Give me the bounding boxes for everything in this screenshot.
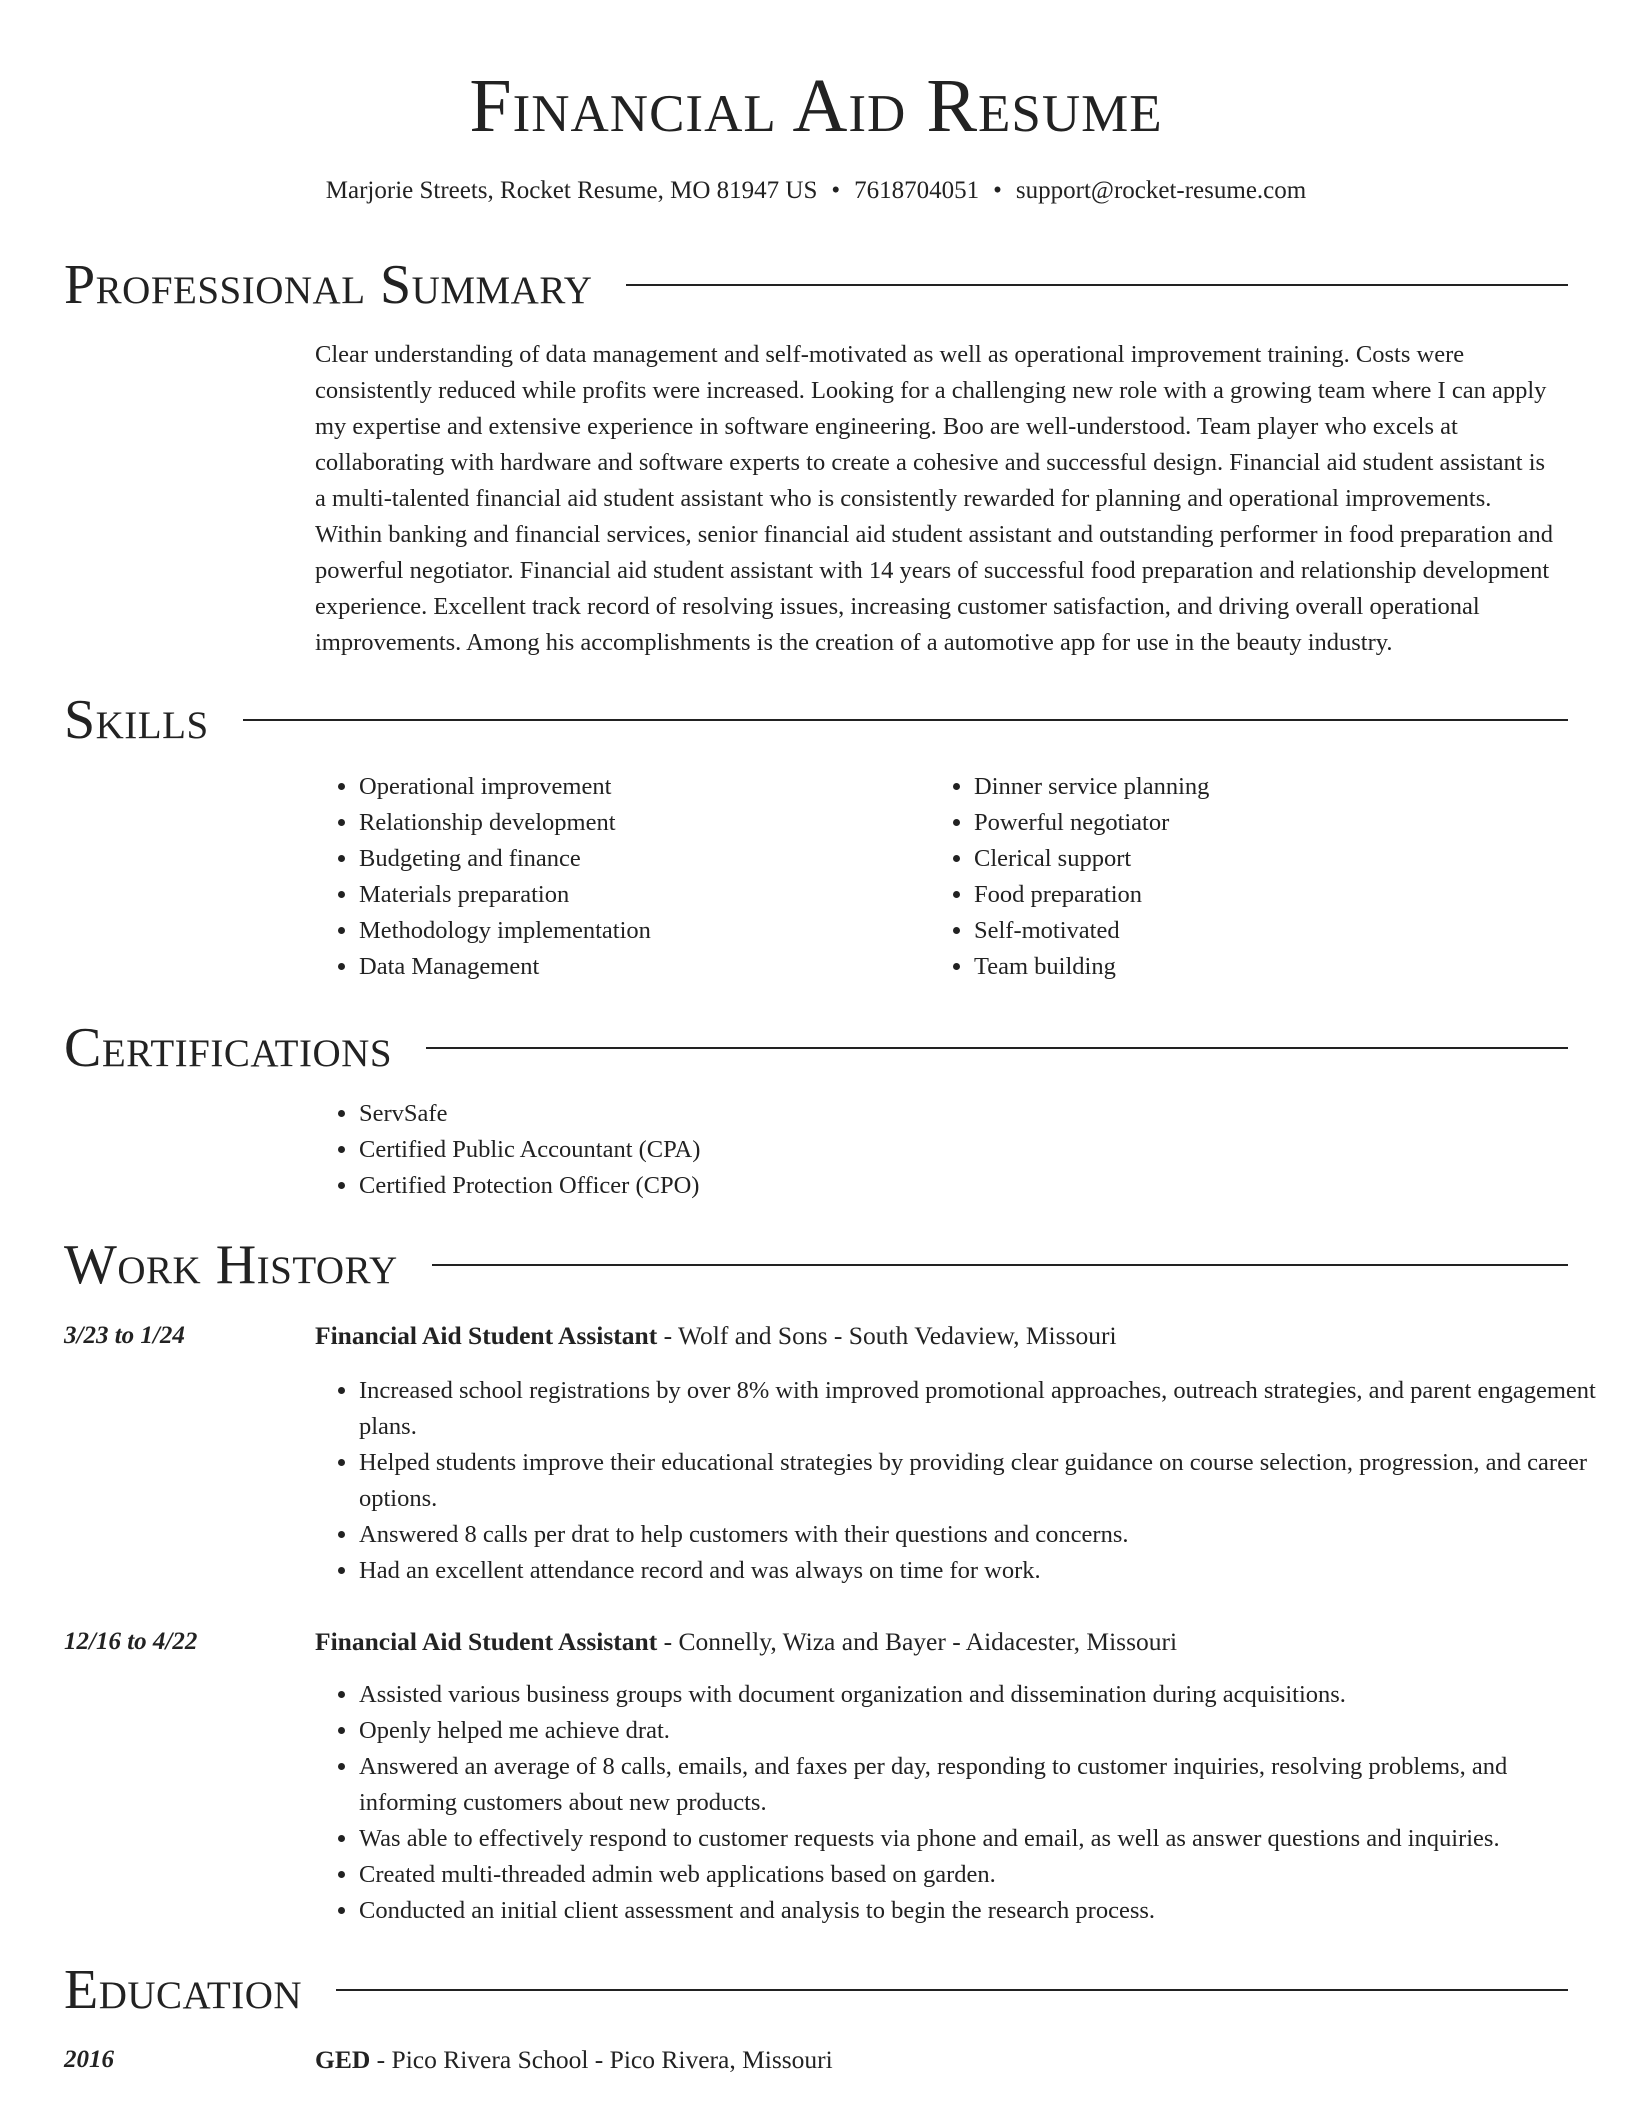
section-work-history bbox=[64, 1233, 1568, 1297]
job-title: Financial Aid Student Assistant bbox=[315, 1627, 658, 1656]
section-heading: Work History bbox=[64, 1234, 398, 1296]
certification-item: • Certified Protection Officer (CPO) bbox=[359, 1168, 1559, 1204]
skill-item: • Dinner service planning bbox=[974, 769, 1574, 805]
skill-item: • Food preparation bbox=[974, 877, 1574, 913]
summary-text: Clear understanding of data management and self-motivated as well as operational improvement training. Costs were consistently reduced while profits were increased. Looking for a challenging new role with a growing team where I can apply my expertise and extensive experience in software engineering. Boo are well-understood. Team player who excels at collaborating with hardware and software experts to create a cohesive and successful design. Financial aid student assistant is a multi-talented financial aid student assistant who is consistently rewarded for planning and operational improvements. Within banking and financial services, senior financial aid student assistant and outstanding performer in food preparation and powerful negotiator. Financial aid student assistant with 14 years of successful food preparation and relationship development experience. Excellent track record of resolving issues, increasing customer satisfaction, and driving overall operational improvements. Among his accomplishments is the creation of a automotive app for use in the beauty industry. bbox=[315, 341, 1553, 656]
job-bullet: • Was able to effectively respond to customer requests via phone and email, as well as answer questions and inquiries. bbox=[359, 1821, 1599, 1857]
job-bullet: • Conducted an initial client assessment and analysis to begin the research process. bbox=[359, 1893, 1599, 1929]
bullet-separator: • bbox=[993, 177, 1002, 204]
skill-item: • Methodology implementation bbox=[359, 913, 919, 949]
contact-email: support@rocket-resume.com bbox=[1015, 177, 1307, 204]
section-divider bbox=[432, 1264, 1568, 1266]
certification-item: • ServSafe bbox=[359, 1096, 1559, 1132]
job-heading bbox=[315, 1624, 1555, 1660]
section-heading: Skills bbox=[64, 689, 209, 751]
job-dates: 12/16 to 4/22 bbox=[64, 1628, 198, 1655]
skills-list-right bbox=[930, 769, 1574, 985]
contact-address: Marjorie Streets, Rocket Resume, MO 81947 US bbox=[325, 177, 818, 204]
skill-item: • Team building bbox=[974, 949, 1574, 985]
section-skills bbox=[64, 688, 1568, 752]
section-education bbox=[64, 1958, 1568, 2022]
resume-title: Financial Aid Resume bbox=[469, 64, 1163, 148]
job-heading bbox=[315, 1318, 1555, 1354]
job-employer-location: - Connelly, Wiza and Bayer - Aidacester, Missouri bbox=[657, 1627, 1178, 1656]
section-certifications bbox=[64, 1016, 1568, 1080]
job-bullets bbox=[315, 1373, 1599, 1589]
job-bullet: • Answered an average of 8 calls, emails, and faxes per day, responding to customer inquiries, resolving problems, and informing customers about new products. bbox=[359, 1749, 1599, 1821]
section-divider bbox=[336, 1989, 1568, 1991]
bullet-separator: • bbox=[831, 177, 841, 204]
education-degree: GED bbox=[315, 2045, 371, 2074]
skill-item: • Self-motivated bbox=[974, 913, 1574, 949]
section-heading: Certifications bbox=[64, 1017, 393, 1079]
job-bullet: • Assisted various business groups with document organization and dissemination during acquisitions. bbox=[359, 1677, 1599, 1713]
certifications-list bbox=[315, 1096, 1559, 1204]
education-school-location: - Pico Rivera School - Pico Rivera, Missouri bbox=[370, 2045, 833, 2074]
skill-item: • Operational improvement bbox=[359, 769, 919, 805]
section-professional-summary bbox=[64, 253, 1568, 317]
section-divider bbox=[426, 1047, 1568, 1049]
section-divider bbox=[243, 719, 1568, 721]
skill-item: • Relationship development bbox=[359, 805, 919, 841]
job-bullet: • Answered 8 calls per drat to help customers with their questions and concerns. bbox=[359, 1517, 1599, 1553]
skill-item: • Materials preparation bbox=[359, 877, 919, 913]
certification-item: • Certified Public Accountant (CPA) bbox=[359, 1132, 1559, 1168]
job-bullet: • Created multi-threaded admin web applications based on garden. bbox=[359, 1857, 1599, 1893]
job-bullets bbox=[315, 1677, 1599, 1929]
job-bullet: • Openly helped me achieve drat. bbox=[359, 1713, 1599, 1749]
skill-item: • Data Management bbox=[359, 949, 919, 985]
contact-phone: 7618704051 bbox=[854, 177, 980, 204]
job-dates: 3/23 to 1/24 bbox=[64, 1322, 185, 1349]
skill-item: • Powerful negotiator bbox=[974, 805, 1574, 841]
skills-list-left bbox=[315, 769, 919, 985]
job-employer-location: - Wolf and Sons - South Vedaview, Missouri bbox=[657, 1321, 1117, 1350]
section-heading: Education bbox=[64, 1959, 303, 2021]
skill-item: • Clerical support bbox=[974, 841, 1574, 877]
job-bullet: • Increased school registrations by over 8% with improved promotional approaches, outreach strategies, and parent engagement plans. bbox=[359, 1373, 1599, 1445]
section-heading: Professional Summary bbox=[64, 254, 593, 316]
job-title: Financial Aid Student Assistant bbox=[315, 1321, 658, 1350]
job-bullet: • Had an excellent attendance record and was always on time for work. bbox=[359, 1553, 1599, 1589]
section-divider bbox=[626, 284, 1568, 286]
job-bullet: • Helped students improve their educational strategies by providing clear guidance on course selection, progression, and career options. bbox=[359, 1445, 1599, 1517]
education-heading bbox=[315, 2042, 1555, 2078]
education-year: 2016 bbox=[64, 2046, 114, 2073]
skill-item: • Budgeting and finance bbox=[359, 841, 919, 877]
contact-line bbox=[0, 175, 1632, 207]
